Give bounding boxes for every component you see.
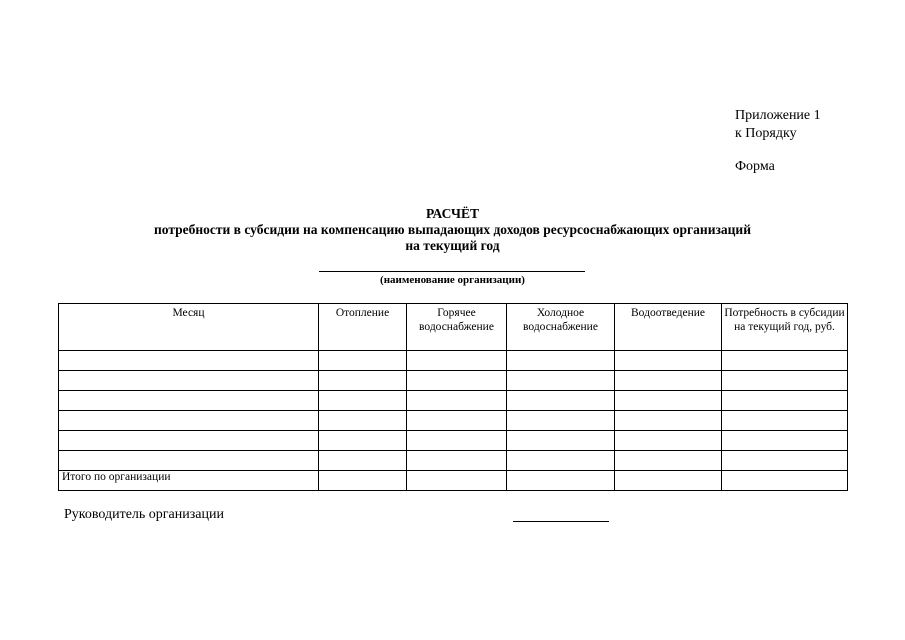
total-label: Итого по организации [59, 471, 319, 491]
header-month: Месяц [59, 304, 319, 351]
organization-name-caption: (наименование организации) [380, 274, 525, 286]
table-row [59, 351, 848, 371]
table-cell [59, 431, 319, 451]
appendix-line-2: к Порядку [735, 126, 797, 141]
table-cell [59, 391, 319, 411]
table-cell [507, 431, 615, 451]
table-cell [407, 451, 507, 471]
signature-label: Руководитель организации [64, 507, 224, 522]
table-cell [59, 451, 319, 471]
table-cell [407, 391, 507, 411]
table-cell [507, 351, 615, 371]
table-cell [722, 411, 848, 431]
header-heating: Отопление [319, 304, 407, 351]
table-cell [319, 471, 407, 491]
table-cell [407, 411, 507, 431]
table-row [59, 431, 848, 451]
table-cell [722, 391, 848, 411]
table-cell [319, 351, 407, 371]
table-cell [615, 371, 722, 391]
table-row-total [59, 471, 848, 491]
header-hot-water: Горячее водоснабжение [407, 304, 507, 351]
table-cell [615, 471, 722, 491]
table-cell [722, 471, 848, 491]
title-line-1: РАСЧЁТ [426, 206, 479, 221]
table-cell [407, 371, 507, 391]
table-cell [615, 431, 722, 451]
table-cell [507, 471, 615, 491]
table-cell [319, 431, 407, 451]
table-cell [407, 431, 507, 451]
title-line-3: на текущий год [405, 238, 500, 253]
table-row [59, 391, 848, 411]
table-cell [722, 451, 848, 471]
document-title [0, 206, 905, 254]
table-cell [615, 351, 722, 371]
table-cell [507, 391, 615, 411]
table-cell [722, 351, 848, 371]
table-cell [319, 371, 407, 391]
form-label: Форма [735, 159, 775, 174]
table-cell [319, 411, 407, 431]
table-cell [507, 411, 615, 431]
calculation-table [58, 303, 848, 491]
header-subsidy-need: Потребность в субсидии на текущий год, руб. [722, 304, 848, 351]
table-cell [319, 391, 407, 411]
table-body [59, 351, 848, 491]
header-drainage: Водоотведение [615, 304, 722, 351]
header-cold-water: Холодное водоснабжение [507, 304, 615, 351]
table-cell [59, 371, 319, 391]
table-row [59, 371, 848, 391]
table-cell [615, 451, 722, 471]
title-line-2: потребности в субсидии на компенсацию выпадающих доходов ресурсоснабжающих организаций [153, 222, 751, 237]
table-cell [722, 431, 848, 451]
table-row [59, 411, 848, 431]
table-cell [615, 411, 722, 431]
table-cell [407, 471, 507, 491]
table-row [59, 451, 848, 471]
signature-line [513, 521, 609, 522]
table-cell [615, 391, 722, 411]
table-cell [319, 451, 407, 471]
organization-name-line [319, 271, 585, 272]
table-cell [59, 411, 319, 431]
appendix-block [735, 107, 821, 143]
appendix-line-1: Приложение 1 [735, 108, 821, 123]
table-cell [507, 371, 615, 391]
table-cell [507, 451, 615, 471]
table-cell [722, 371, 848, 391]
table-cell [407, 351, 507, 371]
table-header-row [59, 304, 848, 351]
table-cell [59, 351, 319, 371]
